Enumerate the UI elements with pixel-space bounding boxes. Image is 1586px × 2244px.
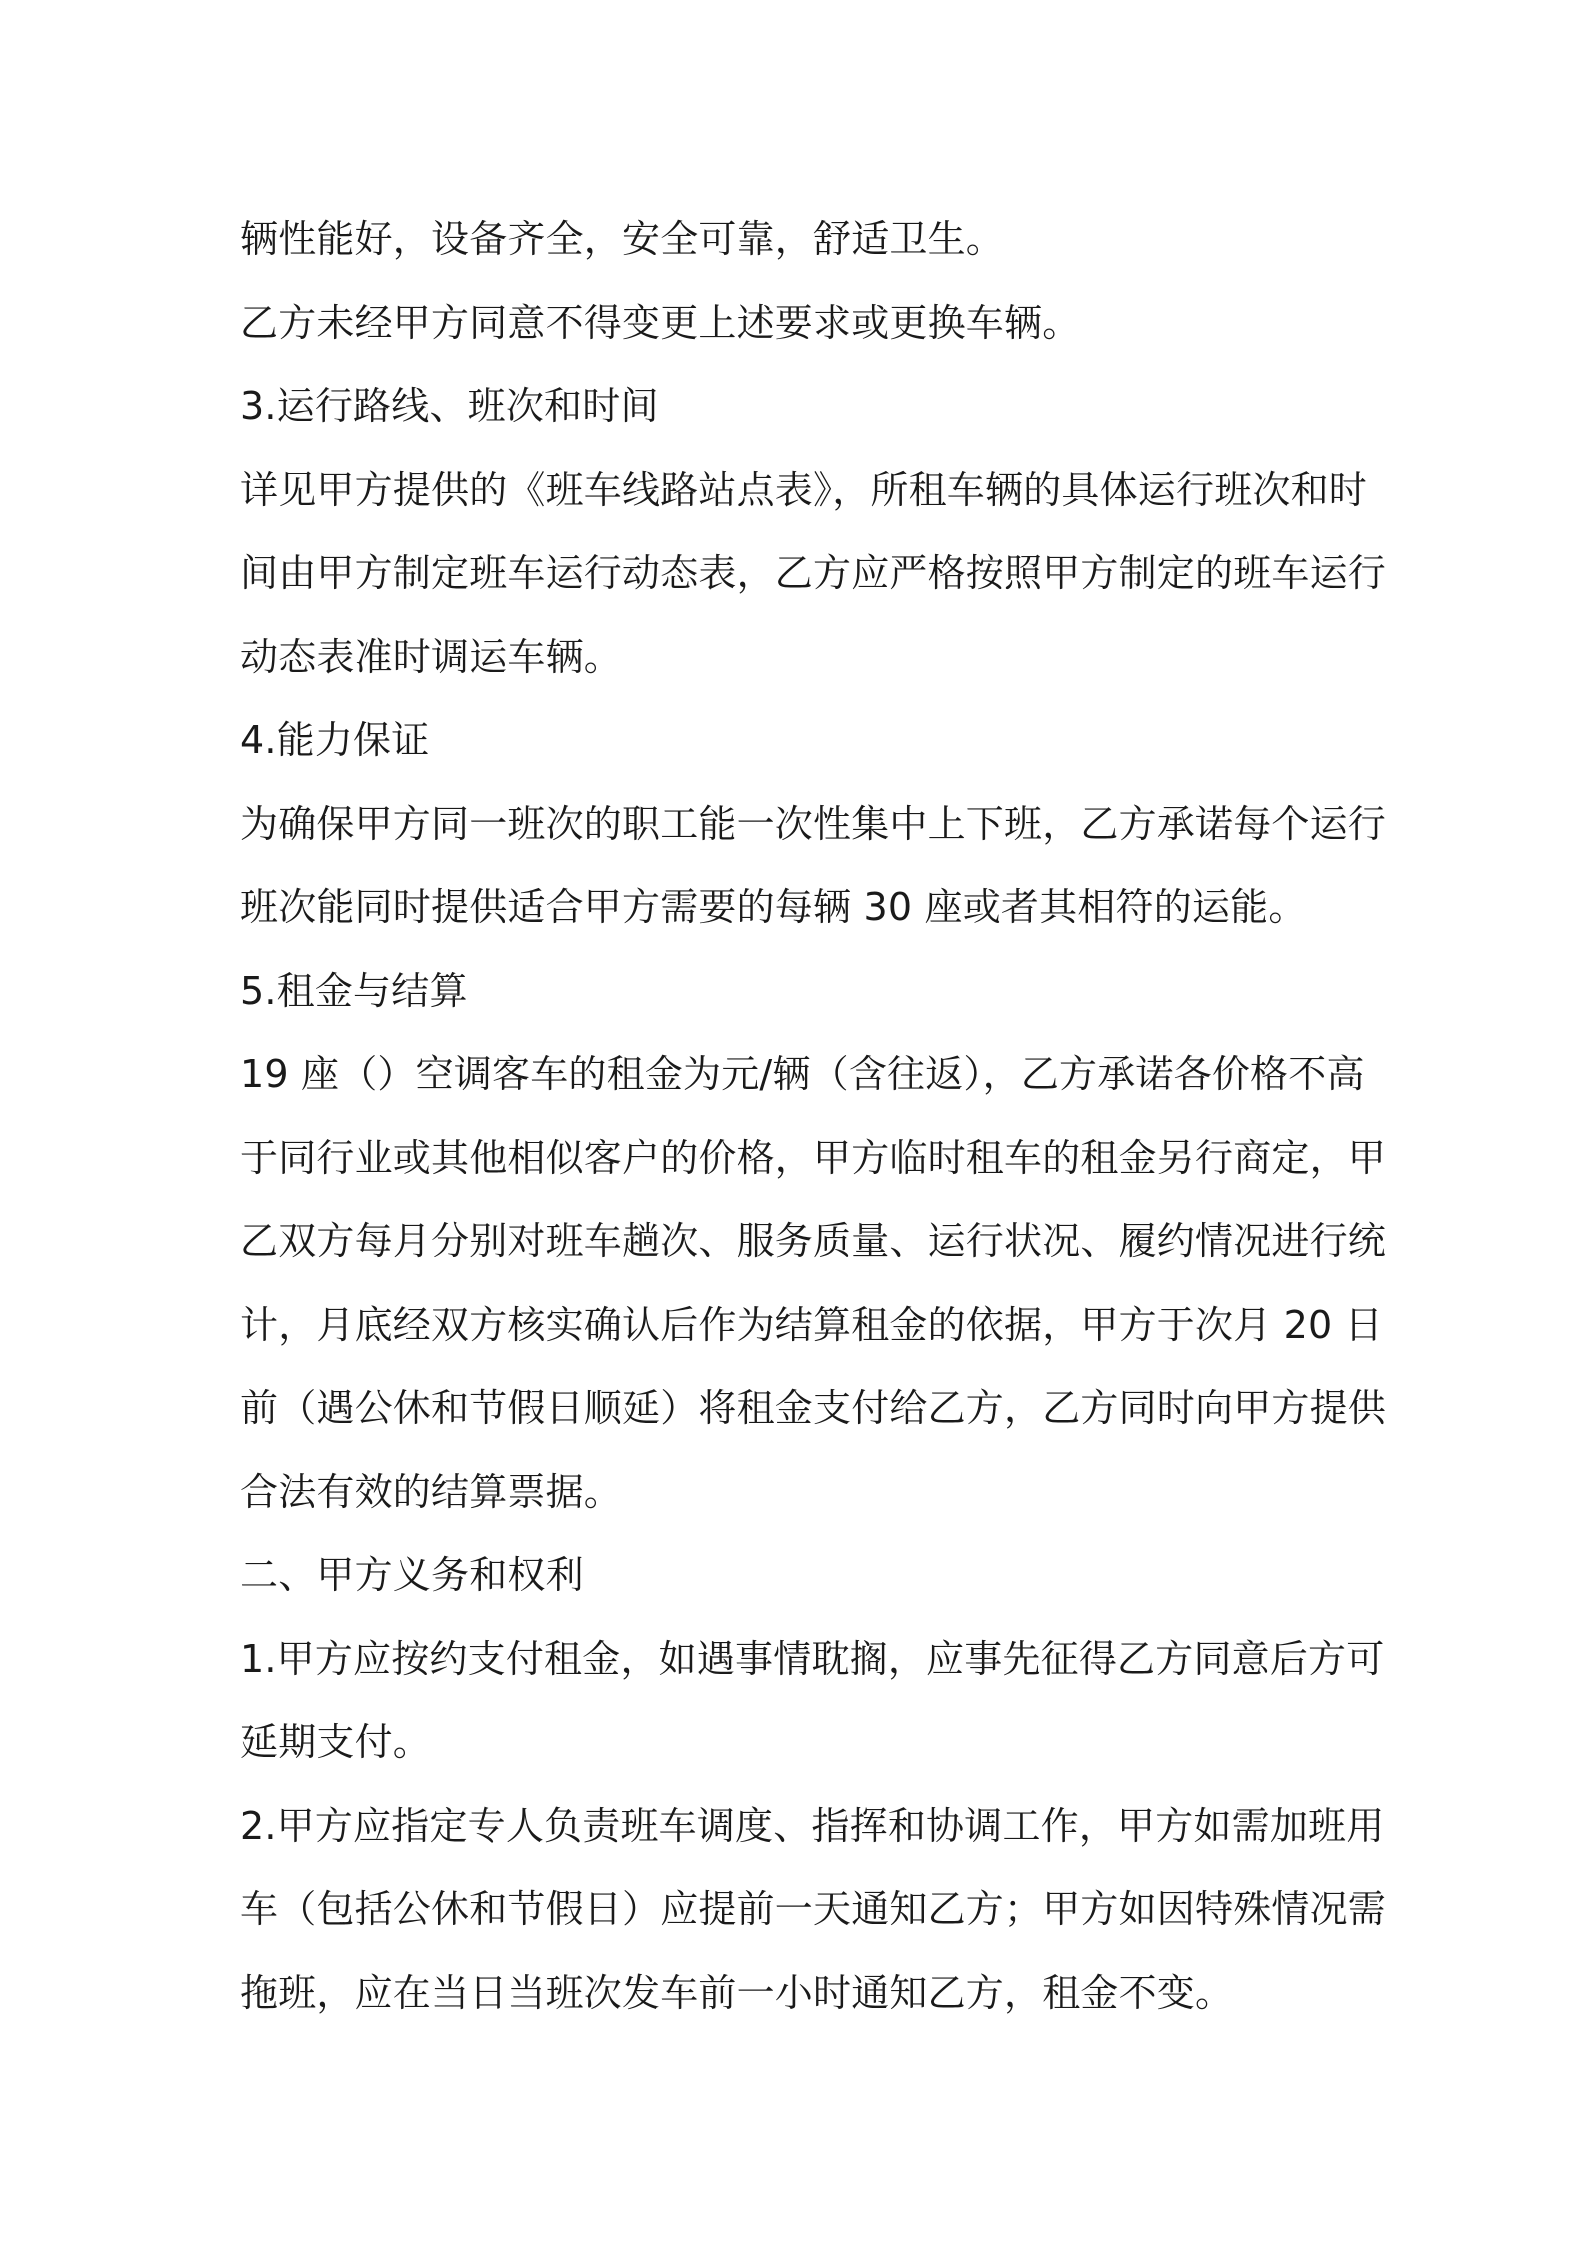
- text-line: 1.甲方应按约支付租金，如遇事情耽搁，应事先征得乙方同意后方可: [240, 1636, 1385, 1681]
- text-line: 班次能同时提供适合甲方需要的每辆 30 座或者其相符的运能。: [240, 885, 1307, 929]
- text-line: 乙方未经甲方同意不得变更上述要求或更换车辆。: [240, 300, 1081, 345]
- text-line: 详见甲方提供的《班车线路站点表》，所租车辆的具体运行班次和时: [240, 467, 1368, 512]
- text-line: 于同行业或其他相似客户的价格，甲方临时租车的租金另行商定，甲: [240, 1135, 1387, 1180]
- text-line: 2.甲方应指定专人负责班车调度、指挥和协调工作，甲方如需加班用: [240, 1803, 1385, 1848]
- document-body: [240, 198, 1387, 2035]
- text-line: 19 座（）空调客车的租金为元/辆（含往返），乙方承诺各价格不高: [240, 1052, 1365, 1096]
- text-line: 间由甲方制定班车运行动态表，乙方应严格按照甲方制定的班车运行: [240, 551, 1387, 595]
- text-line: 为确保甲方同一班次的职工能一次性集中上下班，乙方承诺每个运行: [240, 801, 1387, 846]
- section-heading: 3.运行路线、班次和时间: [240, 384, 659, 428]
- section-heading: 5.租金与结算: [240, 968, 468, 1013]
- text-line: 前（遇公休和节假日顺延）将租金支付给乙方，乙方同时向甲方提供: [240, 1386, 1387, 1430]
- text-line: 拖班，应在当日当班次发车前一小时通知乙方，租金不变。: [240, 1970, 1234, 2015]
- text-line: 计，月底经双方核实确认后作为结算租金的依据，甲方于次月 20 日: [240, 1302, 1383, 1347]
- text-line: 合法有效的结算票据。: [240, 1469, 623, 1514]
- text-line: 动态表准时调运车辆。: [240, 634, 623, 679]
- text-line: 延期支付。: [240, 1720, 432, 1764]
- text-line: 乙双方每月分别对班车趟次、服务质量、运行状况、履约情况进行统: [240, 1219, 1387, 1263]
- text-line: 辆性能好，设备齐全，安全可靠，舒适卫生。: [240, 217, 1005, 261]
- text-line: 车（包括公休和节假日）应提前一天通知乙方；甲方如因特殊情况需: [240, 1887, 1387, 1931]
- section-heading: 二、甲方义务和权利: [240, 1553, 584, 1597]
- section-heading: 4.能力保证: [240, 718, 430, 762]
